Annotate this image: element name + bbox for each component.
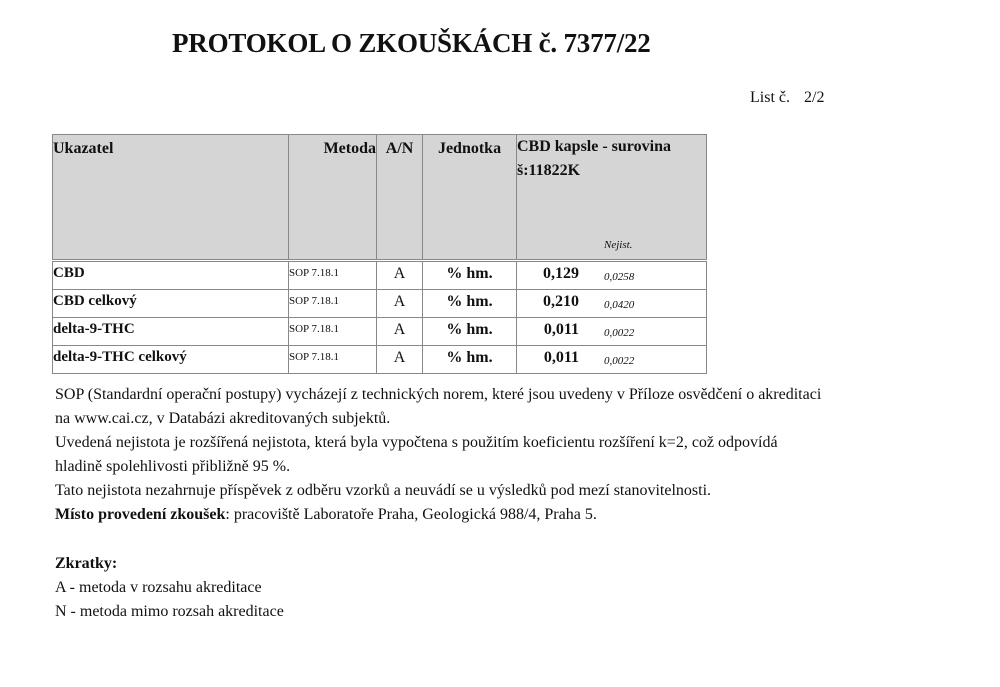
row-value: 0,011 [543, 321, 579, 338]
document-title: PROTOKOL O ZKOUŠKÁCH č. 7377/22 [172, 28, 651, 58]
notes-section [55, 383, 955, 527]
header-unit: Jednotka [423, 135, 517, 261]
row-value: 0,210 [543, 293, 579, 310]
row-indicator: CBD celkový [53, 290, 289, 318]
results-table [52, 134, 707, 374]
uncertainty-note-line3: Tato nejistota nezahrnuje příspěvek z odběru vzorků a neuvádí se u výsledků pod mezí stanovitelnosti. [55, 482, 712, 499]
header-indicator: Ukazatel [53, 135, 289, 261]
test-location-value: : pracoviště Laboratoře Praha, Geologická 988/4, Praha 5. [225, 506, 597, 523]
row-result [517, 261, 707, 290]
row-result [517, 318, 707, 346]
header-sample [517, 135, 707, 261]
row-an: A [377, 318, 423, 346]
abbreviation-a: A - metoda v rozsahu akreditace [55, 579, 262, 596]
sheet-label: List č. [750, 89, 790, 106]
row-uncertainty: 0,0022 [604, 355, 635, 367]
table-row [53, 261, 707, 290]
header-sample-code: š:11822K [517, 162, 581, 179]
row-unit: % hm. [423, 261, 517, 290]
row-result [517, 290, 707, 318]
row-method: SOP 7.18.1 [289, 318, 377, 346]
test-location-label: Místo provedení zkoušek [55, 506, 226, 523]
test-location [55, 503, 955, 527]
row-uncertainty: 0,0258 [604, 271, 635, 283]
table-row [53, 290, 707, 318]
header-sample-name: CBD kapsle - surovina [517, 138, 671, 155]
row-an: A [377, 261, 423, 290]
row-unit: % hm. [423, 346, 517, 374]
row-uncertainty: 0,0420 [604, 299, 635, 311]
uncertainty-note-line1: Uvedená nejistota je rozšířená nejistota, která byla vypočtena s použitím koeficientu rozšíření k=2, což odpovídá [55, 434, 778, 451]
row-indicator: CBD [53, 261, 289, 290]
row-unit: % hm. [423, 318, 517, 346]
row-uncertainty: 0,0022 [604, 327, 635, 339]
sop-note-line1: SOP (Standardní operační postupy) vycházejí z technických norem, které jsou uvedeny v Příloze osvědčení o akreditaci [55, 386, 822, 403]
row-value: 0,129 [543, 265, 579, 282]
sheet-number [750, 89, 824, 107]
abbreviations-heading: Zkratky: [55, 555, 118, 572]
row-indicator: delta-9-THC [53, 318, 289, 346]
sop-note-line2: na www.cai.cz, v Databázi akreditovaných subjektů. [55, 410, 391, 427]
row-method: SOP 7.18.1 [289, 346, 377, 374]
abbreviations-section [55, 552, 284, 624]
row-method: SOP 7.18.1 [289, 290, 377, 318]
header-method: Metoda [289, 135, 377, 261]
header-an: A/N [377, 135, 423, 261]
row-value: 0,011 [543, 349, 579, 366]
sheet-value: 2/2 [804, 89, 825, 106]
row-an: A [377, 290, 423, 318]
abbreviation-n: N - metoda mimo rozsah akreditace [55, 603, 284, 620]
row-indicator: delta-9-THC celkový [53, 346, 289, 374]
row-unit: % hm. [423, 290, 517, 318]
table-row [53, 346, 707, 374]
row-an: A [377, 346, 423, 374]
table-row [53, 318, 707, 346]
uncertainty-note-line2: hladině spolehlivosti přibližně 95 %. [55, 458, 291, 475]
table-header-row [53, 135, 707, 261]
row-method: SOP 7.18.1 [289, 261, 377, 290]
row-result [517, 346, 707, 374]
header-uncertainty: Nejist. [604, 239, 633, 251]
